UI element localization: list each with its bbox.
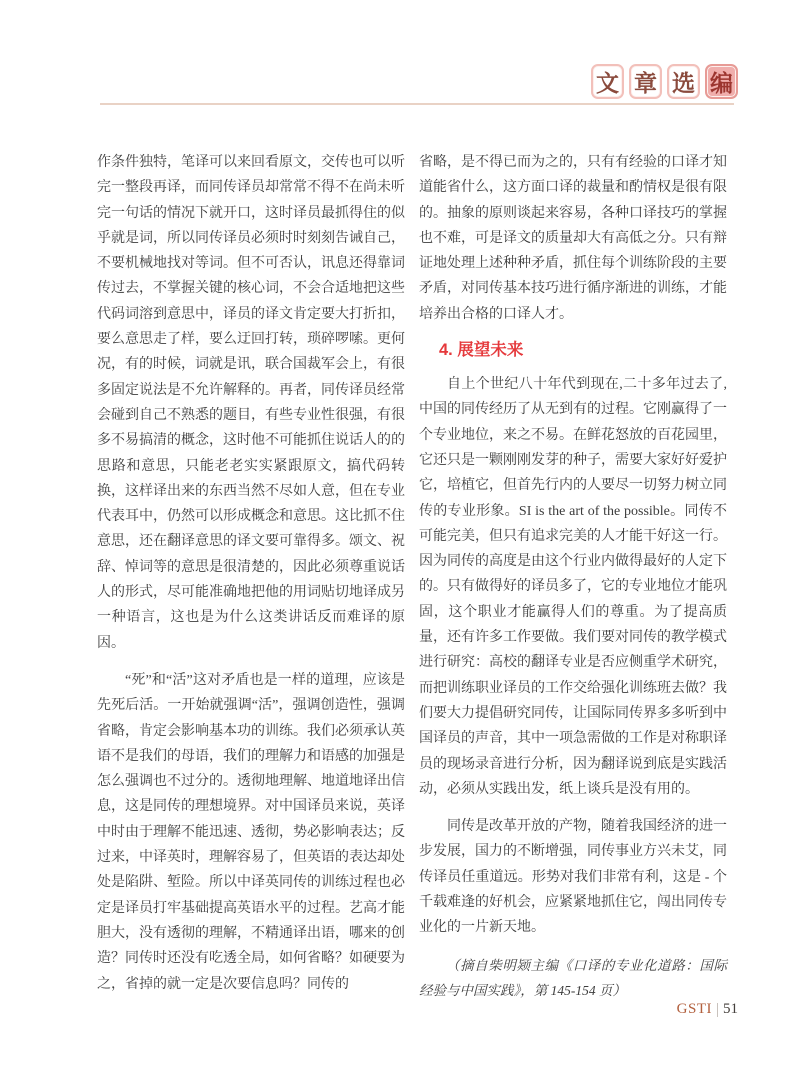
header-badge-char-2: 章 [629,64,662,99]
right-paragraph-3: 同传是改革开放的产物，随着我国经济的进一步发展，国力的不断增强，同传事业方兴未艾，同传译员任重道远。形势对我们非常有利，这是 - 个千载难逢的好机会，应紧紧地抓住它，闯出同传专业化的一片新天地。 [419,819,727,936]
journal-abbr: GSTI [676,1001,712,1017]
left-paragraph-2: “死”和“活”这对矛盾也是一样的道理，应该是先死后活。一开始就强调“活”，强调创造性，强调省略，肯定会影响基本功的训练。我们必须承认英语不是我们的母语，我们的理解力和语感的加强是怎么强调也不过分的。透彻地理解、地道地译出信息，这是同传的理想境界。对中国译员来说，英译中时由于理解不能迅速、透彻，势必影响表达；反过来，中译英时，理解容易了，但英语的表达却处处是陷阱、堑险。所以中译英同传的训练过程也必定是译员打牢基础提高英语水平的过程。艺高才能胆大，没有透彻的理解，不精通译出语，哪来的创造？同传时还没有吃透全局，如何省略？如硬要为之，省掉的就一定是次要信息吗？同传的 [97,672,405,992]
footer-divider [717,1003,718,1017]
header-badge-char-3: 选 [667,64,700,99]
header-badge-char-4: 编 [705,64,738,99]
page-number: 51 [723,1001,738,1017]
header-divider [100,103,734,105]
header-badge-char-1: 文 [591,64,624,99]
citation: （摘自柴明颎主编《口译的专业化道路：国际经验与中国实践》，第 145-154 页） [419,957,727,998]
page-footer [677,1001,738,1018]
right-paragraph-1: 省略，是不得已而为之的，只有有经验的口译才知道能省什么，这方面口译的裁量和酌情权是很有限的。抽象的原则谈起来容易，各种口译技巧的掌握也不难，可是译文的质量却大有高低之分。只有辩证地处理上述种种矛盾，抓住每个训练阶段的主要矛盾，对同传基本技巧进行循序渐进的训练，才能培养出合格的口译人才。 [419,155,727,322]
section-heading: 4. 展望未来 [439,341,524,360]
page-header-title [591,64,738,99]
left-column [97,150,405,997]
right-paragraph-2: 自上个世纪八十年代到现在,二十多年过去了,中国的同传经历了从无到有的过程。它刚赢得了一个专业地位，来之不易。在鲜花怒放的百花园里，它还只是一颗刚刚发芽的种子，需要大家好好爱护它，培植它，但首先行内的人要尽一切努力树立同传的专业形象。SI is the art of the possible。同传不可能完美，但只有追求完美的人才能干好这一行。因为同传的高度是由这个行业内做得最好的人定下的。只有做得好的译员多了，它的专业地位才能巩固，这个职业才能赢得人们的尊重。为了提高质量，还有许多工作要做。我们要对同传的教学模式进行研究：高校的翻译专业是否应侧重学术研究，而把训练职业译员的工作交给强化训练班去做？我们要大力提倡研究同传，让国际同传界多多听到中国译员的声音，其中一项急需做的工作是对称职译员的现场录音进行分析，因为翻译说到底是实践活动，必须从实践出发，纸上谈兵是没有用的。 [419,377,727,797]
left-paragraph-1: 作条件独特，笔译可以来回看原文，交传也可以听完一整段再译，而同传译员却常常不得不在尚未听完一句话的情况下就开口，这时译员最抓得住的似乎就是词，所以同传译员必须时时刻刻告诫自己，不要机械地找对等词。但不可否认，讯息还得靠词传过去，不掌握关键的核心词，不会合适地把这些代码词溶到意思中，译员的译文肯定要大打折扣，要么意思走了样，要么迂回打转，琐碎啰嗦。更何况，有的时候，词就是讯，联合国裁军会上，有很多固定说法是不允许解释的。再者，同传译员经常会碰到自己不熟悉的题目，有些专业性很强，有很多不易搞清的概念，这时他不可能抓住说话人的的思路和意思，只能老老实实紧跟原文，搞代码转换，这样译出来的东西当然不尽如人意，但在专业代表耳中，仍然可以形成概念和意思。这比抓不住意思，还在翻译意思的译文要可靠得多。颂文、祝辞、悼词等的意思是很清楚的，因此必须尊重说话人的形式，尽可能准确地把他的用词贴切地译成另一种语言，这也是为什么这类讲话反而难译的原因。 [97,155,405,651]
right-column [419,150,727,1003]
